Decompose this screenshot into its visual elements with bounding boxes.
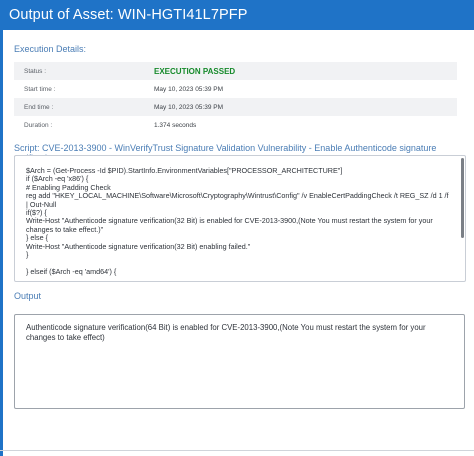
output-text: Authenticode signature verification(64 Bit) is enabled for CVE-2013-3900,(Note You must restart the system for your changes to take effect) xyxy=(26,323,426,342)
end-time-value: May 10, 2023 05:39 PM xyxy=(154,103,224,111)
output-heading: Output xyxy=(14,291,42,301)
dialog-title: Output of Asset: WIN-HGTI41L7PFP xyxy=(9,7,248,23)
detail-key: End time : xyxy=(24,103,54,111)
detail-row-duration xyxy=(14,116,457,134)
script-heading: Script: CVE-2013-3900 - WinVerifyTrust Signature Validation Vulnerability - Enable Authenticode signature xyxy=(14,143,437,153)
duration-value: 1.374 seconds xyxy=(154,121,197,129)
script-code: $Arch = (Get-Process -Id $PID).StartInfo.EnvironmentVariables["PROCESSOR_ARCHITECTURE"] if ($Arch -eq 'x86') { # Enabling Padding Check reg add "HKEY_LOCAL_MACHINE\Software\Microsoft\Cryptography\Wintrust\Config" /v EnableCertPaddingCheck /t REG_SZ /d 1 /f | Out-Null if($?) { Write-Host "Authenticode signature verification(32 Bit) is enabled for CVE-2013-3900,(Note You must restart the system for your changes to take effect.)" } else { Write-Host "Authenticode signature verification(32 Bit) enabling failed." } } elseif ($Arch -eq 'amd64') { xyxy=(26,166,449,276)
output-viewer[interactable] xyxy=(14,314,465,409)
title-bar xyxy=(0,0,474,30)
execution-details-table xyxy=(14,58,465,136)
start-time-value: May 10, 2023 05:39 PM xyxy=(154,85,224,93)
detail-row-end-time xyxy=(14,98,457,116)
status-value: EXECUTION PASSED xyxy=(154,66,236,76)
divider xyxy=(0,450,474,451)
detail-row-start-time xyxy=(14,80,457,98)
left-accent-border xyxy=(0,30,3,456)
script-viewer[interactable] xyxy=(14,155,466,282)
execution-details-heading: Execution Details: xyxy=(14,44,87,54)
detail-row-status xyxy=(14,62,457,80)
detail-key: Status : xyxy=(24,67,47,75)
script-scrollbar[interactable] xyxy=(461,158,464,238)
detail-key: Duration : xyxy=(24,121,53,129)
detail-key: Start time : xyxy=(24,85,56,93)
